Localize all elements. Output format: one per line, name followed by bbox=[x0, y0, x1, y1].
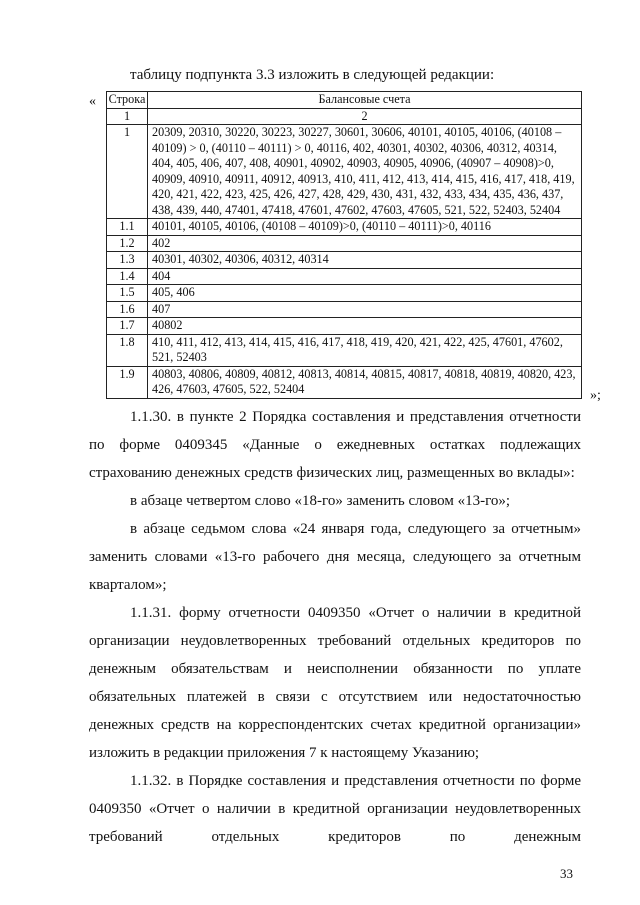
row-number-cell: 1.2 bbox=[107, 235, 148, 252]
table-row bbox=[107, 252, 582, 269]
table-row bbox=[107, 219, 582, 236]
body-text bbox=[89, 403, 581, 851]
row-number-cell: 1.8 bbox=[107, 334, 148, 366]
row-number-cell: 1.6 bbox=[107, 301, 148, 318]
numbering-cell: 1 bbox=[107, 108, 148, 125]
accounts-cell: 404 bbox=[148, 268, 582, 285]
paragraph-1-1-31: 1.1.31. форму отчетности 0409350 «Отчет о наличии в кредитной организации неудовлетворенных требований отдельных кредиторов по денежным обязательствам и неисполнении обязанности по уплате обязательных платежей в связи с отсутствием или недостаточностью денежных средств на корреспондентских счетах кредитной организации» изложить в редакции приложения 7 к настоящему Указанию; bbox=[89, 605, 581, 761]
accounts-cell: 40802 bbox=[148, 318, 582, 335]
row-number-cell: 1.7 bbox=[107, 318, 148, 335]
page-number: 33 bbox=[560, 866, 573, 881]
row-number-cell: 1.5 bbox=[107, 285, 148, 302]
table-header-row bbox=[107, 92, 582, 109]
table-row bbox=[107, 235, 582, 252]
table-row bbox=[107, 334, 582, 366]
accounts-cell: 405, 406 bbox=[148, 285, 582, 302]
opening-quote: « bbox=[89, 94, 96, 109]
table-row bbox=[107, 268, 582, 285]
row-number-cell: 1 bbox=[107, 125, 148, 219]
row-number-cell: 1.4 bbox=[107, 268, 148, 285]
table-row bbox=[107, 125, 582, 219]
row-number-cell: 1.3 bbox=[107, 252, 148, 269]
accounts-cell: 40803, 40806, 40809, 40812, 40813, 40814, 40815, 40817, 40818, 40819, 40820, 423, 426, 47603, 47605, 522, 52404 bbox=[148, 366, 582, 398]
paragraph-abzac-4: в абзаце четвертом слово «18-го» заменить словом «13-го»; bbox=[130, 493, 511, 509]
paragraph-1-1-32: 1.1.32. в Порядке составления и представления отчетности по форме 0409350 «Отчет о наличии в кредитной организации неудовлетворенных требований отдельных кредиторов по денежным bbox=[89, 773, 581, 845]
header-row-col: Строка bbox=[107, 92, 148, 109]
header-accounts-col: Балансовые счета bbox=[148, 92, 582, 109]
table-row bbox=[107, 285, 582, 302]
accounts-cell: 40301, 40302, 40306, 40312, 40314 bbox=[148, 252, 582, 269]
balance-accounts-table bbox=[106, 91, 582, 399]
accounts-cell: 40101, 40105, 40106, (40108 – 40109)>0, (40110 – 40111)>0, 40116 bbox=[148, 219, 582, 236]
accounts-cell: 410, 411, 412, 413, 414, 415, 416, 417, 418, 419, 420, 421, 422, 425, 47601, 47602, 521, 52403 bbox=[148, 334, 582, 366]
accounts-cell: 20309, 20310, 30220, 30223, 30227, 30601, 30606, 40101, 40105, 40106, (40108 – 40109) > 0, (40110 – 40111) > 0, 40116, 402, 40301, 40302, 40306, 40312, 40314, 404, 405, 406, 407, 408, 40901, 40902, 40903, 40905, 40906, (40907 – 40908)>0, 40909, 40910, 40911, 40912, 40913, 410, 411, 412, 413, 414, 415, 416, 417, 418, 419, 420, 421, 422, 423, 425, 426, 427, 428, 429, 430, 431, 432, 433, 434, 435, 436, 437, 438, 439, 440, 47401, 47418, 47601, 47602, 47603, 47605, 521, 522, 52403, 52404 bbox=[148, 125, 582, 219]
accounts-cell: 407 bbox=[148, 301, 582, 318]
table-numbering-row bbox=[107, 108, 582, 125]
closing-quote: »; bbox=[590, 388, 601, 403]
paragraph-1-1-30: 1.1.30. в пункте 2 Порядка составления и представления отчетности по форме 0409345 «Данные о ежедневных остатках подлежащих страхованию денежных средств физических лиц, размещенных во вклады»: bbox=[89, 409, 581, 481]
table-row bbox=[107, 301, 582, 318]
intro-line: таблицу подпункта 3.3 изложить в следующей редакции: bbox=[130, 67, 495, 83]
accounts-cell: 402 bbox=[148, 235, 582, 252]
numbering-cell: 2 bbox=[148, 108, 582, 125]
row-number-cell: 1.9 bbox=[107, 366, 148, 398]
row-number-cell: 1.1 bbox=[107, 219, 148, 236]
table-row bbox=[107, 318, 582, 335]
paragraph-abzac-7: в абзаце седьмом слова «24 января года, следующего за отчетным» заменить словами «13-го рабочего дня месяца, следующего за отчетным кварталом»; bbox=[89, 521, 581, 593]
table-row bbox=[107, 366, 582, 398]
